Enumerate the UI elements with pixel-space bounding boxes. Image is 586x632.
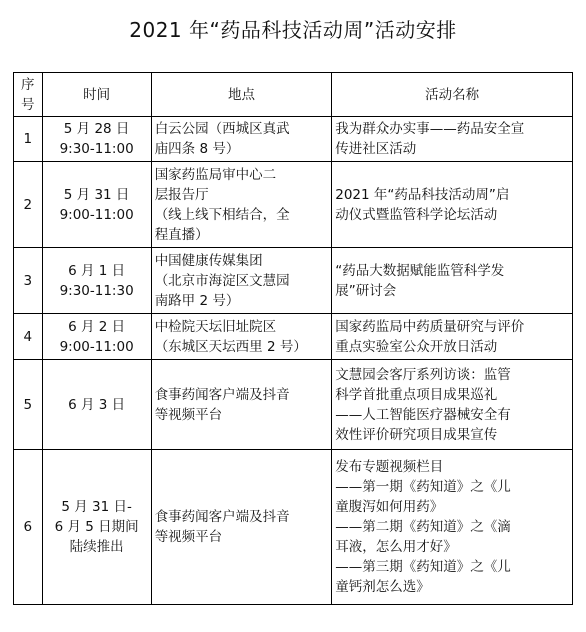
row-place-line: （线上线下相结合，全 <box>154 206 290 223</box>
row-activity-line: 科学首批重点项目成果巡礼 <box>335 386 498 403</box>
row-activity-line: 文慧园会客厅系列访谈：监管 <box>335 366 511 383</box>
row-time-line: 5 月 28 日 <box>63 121 130 137</box>
activity-schedule-table <box>13 72 573 605</box>
row-place-line: （东城区天坛西里 2 号） <box>154 338 307 355</box>
table-row <box>14 162 573 248</box>
row-place <box>151 314 332 360</box>
row-number: 2 <box>14 162 43 248</box>
row-number: 4 <box>14 314 43 360</box>
row-activity-line: ——第三期《药知道》之《儿 <box>335 559 511 575</box>
row-place <box>151 248 332 314</box>
row-place <box>151 162 332 248</box>
row-activity-line: 效性评价研究项目成果宣传 <box>335 426 498 443</box>
table-row <box>14 450 573 605</box>
row-place-line: （北京市海淀区文慧园 <box>154 272 290 289</box>
row-activity <box>332 117 573 162</box>
row-time-line: 9:30-11:30 <box>59 282 134 299</box>
row-activity <box>332 450 573 605</box>
row-number: 5 <box>14 360 43 450</box>
row-activity-line: 传进社区活动 <box>335 141 417 157</box>
row-place-line: 等视频平台 <box>154 529 223 545</box>
table-row <box>14 117 573 162</box>
row-time <box>42 248 151 314</box>
row-activity <box>332 162 573 248</box>
document-title: 2021 年“药品科技活动周”活动安排 <box>129 18 457 42</box>
row-place-line: 中检院天坛旧址院区 <box>154 318 277 335</box>
row-time-line: 6 月 5 日期间 <box>54 519 139 535</box>
row-time-line: 6 月 1 日 <box>68 262 126 279</box>
row-activity-line: ——人工智能医疗器械安全有 <box>335 406 511 423</box>
row-activity <box>332 248 573 314</box>
row-time-line: 6 月 2 日 <box>68 318 126 335</box>
table-body <box>14 117 573 605</box>
row-activity-line: 重点实验室公众开放日活动 <box>335 338 498 355</box>
row-activity-line: 童腹泻如何用药》 <box>335 499 444 515</box>
table-row <box>14 360 573 450</box>
row-activity <box>332 314 573 360</box>
row-activity-line: 展”研讨会 <box>335 282 397 299</box>
row-place-line: 食事药闻客户端及抖音 <box>154 509 290 525</box>
row-time-line: 6 月 3 日 <box>68 396 126 413</box>
row-time <box>42 117 151 162</box>
row-place-line: 中国健康传媒集团 <box>154 252 263 269</box>
row-activity <box>332 360 573 450</box>
row-activity-line: 国家药监局中药质量研究与评价 <box>335 318 525 335</box>
row-place-line: 白云公园（西城区真武 <box>154 121 290 137</box>
row-time <box>42 360 151 450</box>
row-time-line: 陆续推出 <box>69 539 124 555</box>
row-place <box>151 117 332 162</box>
row-place-line: 食事药闻客户端及抖音 <box>154 386 290 403</box>
row-place-line: 国家药监局审中心二 <box>154 166 277 183</box>
row-activity-line: 童钙剂怎么选》 <box>335 579 430 595</box>
row-place-line: 南路甲 2 号） <box>154 292 240 309</box>
row-time-line: 9:30-11:00 <box>59 141 134 157</box>
row-activity-line: “药品大数据赋能监管科学发 <box>335 262 505 279</box>
row-activity-line: 我为群众办实事——药品安全宣 <box>335 121 525 137</box>
table-row <box>14 314 573 360</box>
header-no: 序 号 <box>14 73 43 117</box>
header-activity: 活动名称 <box>332 73 573 117</box>
row-place <box>151 450 332 605</box>
row-activity-line: 耳液，怎么用才好》 <box>335 539 457 555</box>
table-row <box>14 248 573 314</box>
row-time <box>42 450 151 605</box>
row-number: 6 <box>14 450 43 605</box>
header-place: 地点 <box>151 73 332 117</box>
row-activity-line: 发布专题视频栏目 <box>335 459 444 475</box>
row-number: 1 <box>14 117 43 162</box>
row-activity-line: ——第一期《药知道》之《儿 <box>335 479 511 495</box>
row-place <box>151 360 332 450</box>
row-place-line: 层报告厅 <box>154 186 209 203</box>
row-number: 3 <box>14 248 43 314</box>
row-activity-line: 2021 年“药品科技活动周”启 <box>335 186 510 203</box>
table-header-row <box>14 73 573 117</box>
row-place-line: 等视频平台 <box>154 406 223 423</box>
row-place-line: 庙四条 8 号） <box>154 141 240 157</box>
row-place-line: 程直播） <box>154 226 209 243</box>
row-activity-line: ——第二期《药知道》之《滴 <box>335 519 511 535</box>
row-time <box>42 314 151 360</box>
row-time-line: 9:00-11:00 <box>59 338 134 355</box>
header-time: 时间 <box>42 73 151 117</box>
row-time-line: 9:00-11:00 <box>59 206 134 223</box>
row-time <box>42 162 151 248</box>
row-time-line: 5 月 31 日- <box>61 499 132 515</box>
row-activity-line: 动仪式暨监管科学论坛活动 <box>335 206 498 223</box>
row-time-line: 5 月 31 日 <box>63 186 130 203</box>
